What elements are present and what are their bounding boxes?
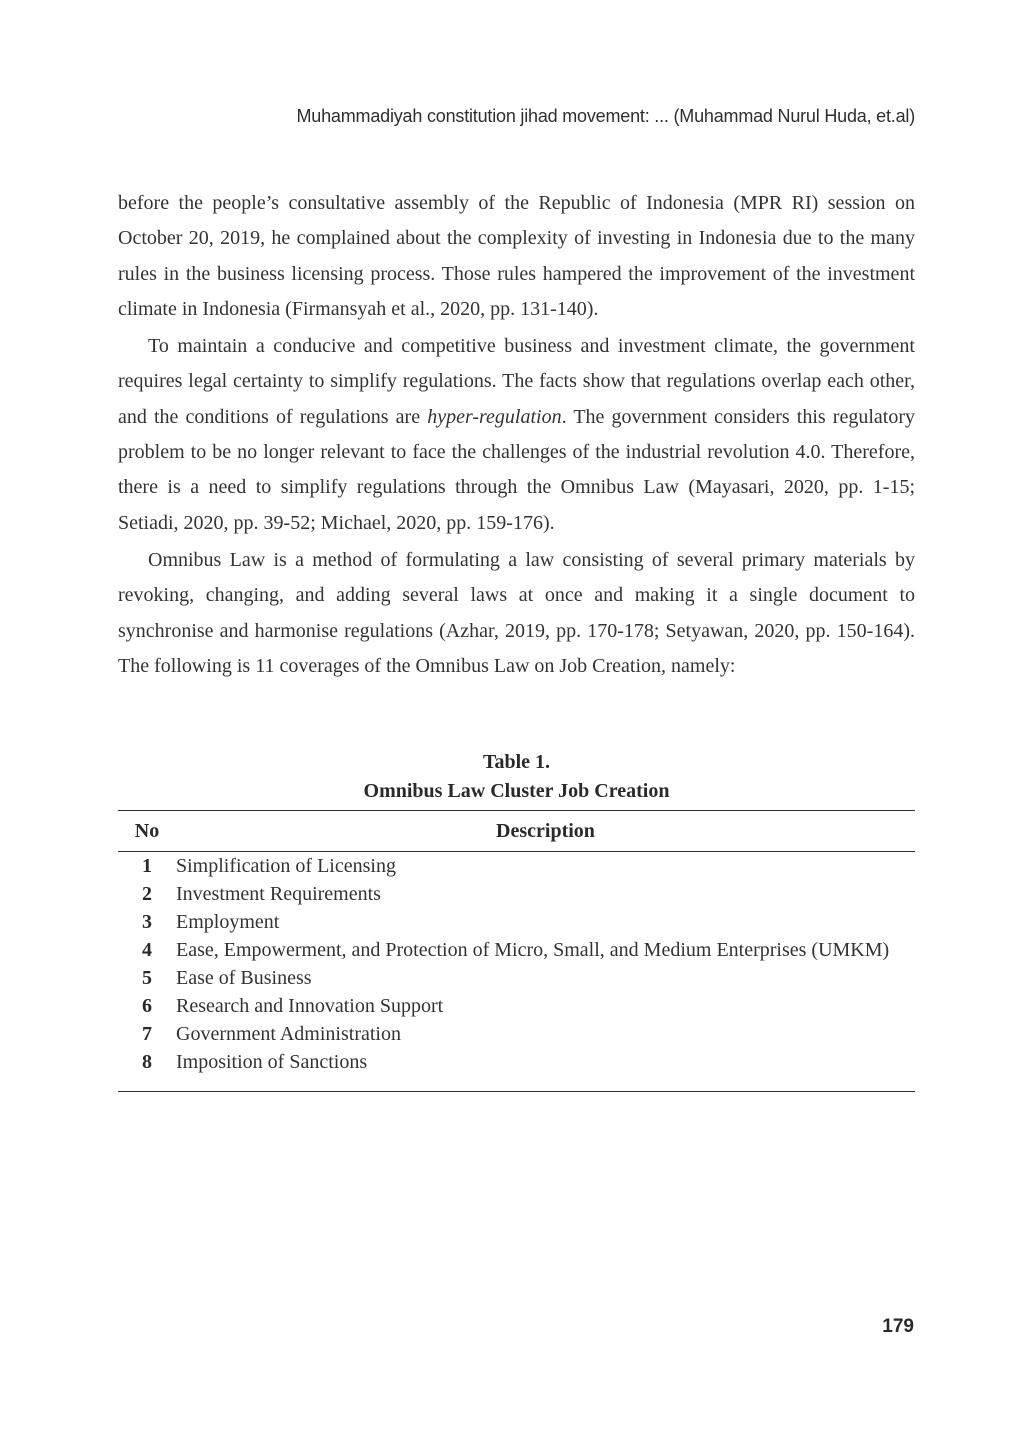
row-description: Investment Requirements (176, 883, 381, 905)
row-number: 4 (142, 939, 152, 961)
paragraph-text: To maintain a conducive and competitive business and investment climate, the government requires legal certainty to simplify regulations. The facts show that regulations overlap each other, and the conditions of regulations are (118, 335, 915, 428)
column-header-description: Description (496, 819, 595, 842)
cluster-table (118, 810, 915, 1092)
table-row (118, 880, 915, 908)
row-description: Research and Innovation Support (176, 995, 444, 1017)
row-number: 3 (142, 911, 152, 933)
emphasis-term: hyper-regulation (427, 405, 562, 428)
row-description: Ease, Empowerment, and Protection of Micro, Small, and Medium Enterprises (UMKM) (176, 939, 890, 961)
page-number: 179 (882, 1316, 914, 1337)
table-row (118, 936, 915, 964)
paragraph: Omnibus Law is a method of formulating a law consisting of several primary materials by revoking, changing, and adding several laws at once and making it a single document to synchronise and harmonise regulations (Azhar, 2019, pp. 170-178; Setyawan, 2020, pp. 150-164). The following is 11 coverages of the Omnibus Law on Job Creation, namely: (118, 548, 915, 677)
row-number: 6 (142, 995, 152, 1017)
row-number: 8 (142, 1051, 152, 1073)
body-text (118, 186, 915, 684)
table-row (118, 908, 915, 936)
row-description: Ease of Business (176, 967, 312, 989)
paragraph (118, 329, 915, 541)
table-row (118, 964, 915, 992)
table-caption (118, 748, 915, 806)
table-row (118, 1048, 915, 1092)
table-title: Omnibus Law Cluster Job Creation (363, 780, 670, 802)
column-header-no: No (134, 819, 160, 842)
paragraph: before the people’s consultative assembly of the Republic of Indonesia (MPR RI) session on October 20, 2019, he complained about the complexity of investing in Indonesia due to the many rules in the business licensing process. Those rules hampered the improvement of the investment climate in Indonesia (Firmansyah et al., 2020, pp. 131-140). (118, 192, 915, 320)
table-header-row (118, 811, 915, 852)
table-row (118, 1020, 915, 1048)
row-number: 7 (142, 1023, 152, 1045)
paragraph-text: . The government considers this regulatory problem to be no longer relevant to face the challenges of the industrial revolution 4.0. Therefore, there is a need to simplify regulations through the Omnibus Law (Mayasari, 2020, pp. 1-15; Setiadi, 2020, pp. 39-52; Michael, 2020, pp. 159-176). (118, 405, 915, 534)
row-description: Imposition of Sanctions (176, 1051, 368, 1073)
row-description: Employment (176, 911, 280, 933)
table-label: Table 1. (482, 751, 551, 773)
running-header: Muhammadiyah constitution jihad movement: ... (Muhammad Nurul Huda, et.al) (296, 106, 915, 126)
table-row (118, 852, 915, 881)
row-number: 1 (142, 855, 152, 877)
row-number: 2 (142, 883, 152, 905)
table-row (118, 992, 915, 1020)
row-description: Government Administration (176, 1023, 401, 1045)
row-number: 5 (142, 967, 152, 989)
row-description: Simplification of Licensing (176, 855, 396, 877)
